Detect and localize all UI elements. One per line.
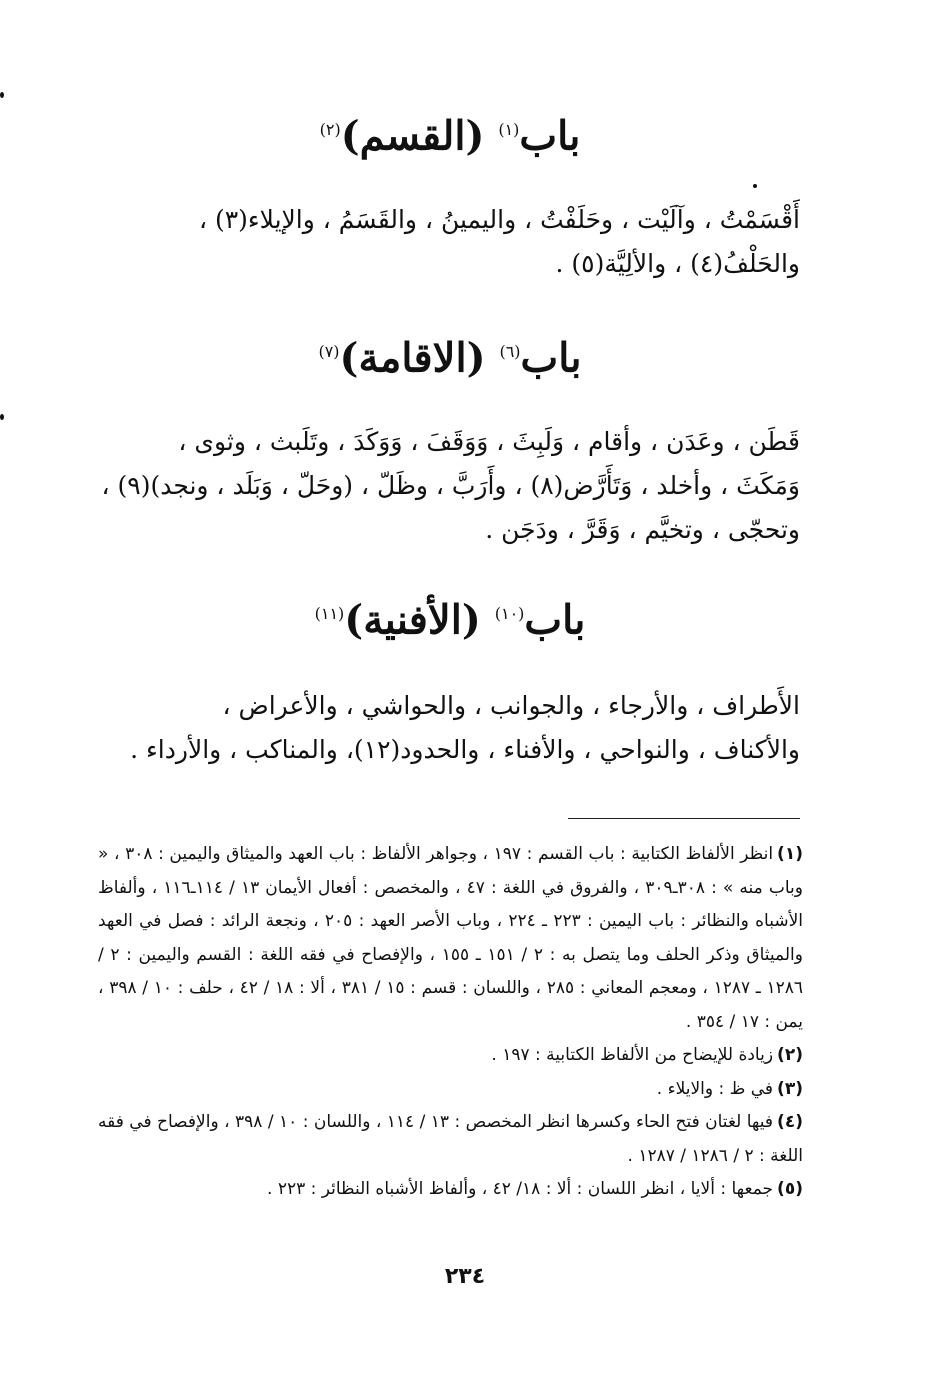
text-line: أَقْسَمْتُ ، وآلَيْت ، وحَلَفْتُ ، واليمينُ ، والقَسَمُ ، والإيلاء(٣) ، bbox=[198, 205, 800, 234]
section-heading-iqama bbox=[100, 326, 800, 384]
footnote-ref: (١٠) bbox=[494, 604, 525, 623]
section-text-qasam bbox=[98, 198, 800, 286]
footnote-text: في ظ : والايلاء . bbox=[656, 1078, 774, 1099]
footnote-separator bbox=[568, 818, 800, 819]
footnote-text: فيها لغتان فتح الحاء وكسرها انظر المخصص : ١٣ / ١١٤ ، واللسان : ١٠ / ٣٩٨ ، والإفصاح في فقه اللغة : ٢ / ١٢٨٦ / ١٢٨٧ . bbox=[98, 1112, 803, 1166]
footnote-1 bbox=[98, 838, 803, 1039]
section-text-iqama bbox=[98, 420, 800, 552]
text-line: وَمَكَثَ ، وأخلد ، وَتَأَرَّض(٨) ، وأَرَبَّ ، وظَلّ ، (وحَلّ ، وَبَلَد ، ونجد)(٩) ، bbox=[101, 471, 800, 500]
footnote-5 bbox=[98, 1173, 803, 1207]
heading-subject: (الأفنية) bbox=[344, 596, 481, 644]
footnote-number: (١) bbox=[777, 844, 803, 864]
footnote-2 bbox=[98, 1039, 803, 1073]
footnote-number: (٣) bbox=[777, 1078, 803, 1099]
footnote-number: (٥) bbox=[777, 1179, 803, 1199]
footnote-text: انظر الألفاظ الكتابية : باب القسم : ١٩٧ ، وجواهر الألفاظ : باب العهد والميثاق واليمين : ٣٠٨ ، « وباب منه » : ٣٠٨ـ٣٠٩ ، والفروق في اللغة : ٤٧ ، والمخصص : أفعال الأيمان ١٣ / ١١٤ـ١١٦ ، وألفاظ الأشباه والنظائر : باب اليمين : ٢٢٣ ـ ٢٢٤ ، وباب الأصر العهد : ٢٠٥ ، ونجعة الرائد : فصل في العهد والميثاق وذكر الحلف وما يتصل به : ٢ / ١٥١ ـ ١٥٥ ، والإفصاح في فقه اللغة : القسم واليمين : ٢ / ١٢٨٦ ـ ١٢٨٧ ، ومعجم المعاني : ٢٨٥ ، واللسان : قسم : ١٥ / ٣٨١ ، ألا : ١٨ / ٤٢ ، حلف : ١٠ / ٣٩٨ ، يمن : ١٧ / ٣٥٤ . bbox=[98, 844, 804, 1032]
section-text-afniya bbox=[98, 684, 800, 772]
text-line: والأكناف ، والنواحي ، والأفناء ، والحدود(١٢)، والمناكب ، والأرداء . bbox=[130, 735, 800, 764]
footnotes bbox=[98, 838, 803, 1207]
footnote-4 bbox=[98, 1106, 803, 1173]
footnote-text: زيادة للإيضاح من الألفاظ الكتابية : ١٩٧ . bbox=[491, 1045, 774, 1065]
page-number: ٢٣٤ bbox=[444, 1264, 486, 1289]
footnote-3 bbox=[98, 1073, 803, 1107]
heading-word: باب bbox=[520, 334, 582, 382]
footnote-ref: (٦) bbox=[499, 342, 521, 361]
scan-speck bbox=[0, 92, 4, 98]
heading-word: باب bbox=[524, 596, 586, 644]
text-line: قَطَن ، وعَدَن ، وأقام ، وَلَبِثَ ، وَوَقَفَ ، وَوَكَدَ ، وتَلَبث ، وثوى ، bbox=[178, 427, 800, 456]
footnote-ref: (١) bbox=[498, 120, 520, 139]
footnote-text: جمعها : ألايا ، انظر اللسان : ألا : ١٨/ ٤٢ ، وألفاظ الأشباه النظائر : ٢٢٣ . bbox=[267, 1179, 774, 1199]
footnote-ref: (٧) bbox=[318, 342, 340, 361]
footnote-ref: (١١) bbox=[314, 604, 345, 623]
text-line: والحَلْفُ(٤) ، والألِيَّة(٥) . bbox=[555, 249, 800, 278]
footnote-number: (٢) bbox=[777, 1045, 803, 1065]
section-heading-afniya bbox=[100, 588, 800, 646]
text-line: وتحجّى ، وتخيَّم ، وَقَرَّ ، ودَجَن . bbox=[485, 515, 800, 544]
heading-subject: (الاقامة) bbox=[339, 334, 486, 382]
footnote-ref: (٢) bbox=[319, 120, 341, 139]
heading-subject: (القسم) bbox=[340, 112, 485, 160]
scan-speck bbox=[0, 414, 4, 420]
scan-speck bbox=[753, 184, 757, 188]
footnote-number: (٤) bbox=[777, 1112, 803, 1132]
text-line: الأَطراف ، والأرجاء ، والجوانب ، والحواشي ، والأعراض ، bbox=[222, 691, 800, 720]
heading-word: باب bbox=[519, 112, 581, 160]
section-heading-qasam bbox=[100, 104, 800, 162]
